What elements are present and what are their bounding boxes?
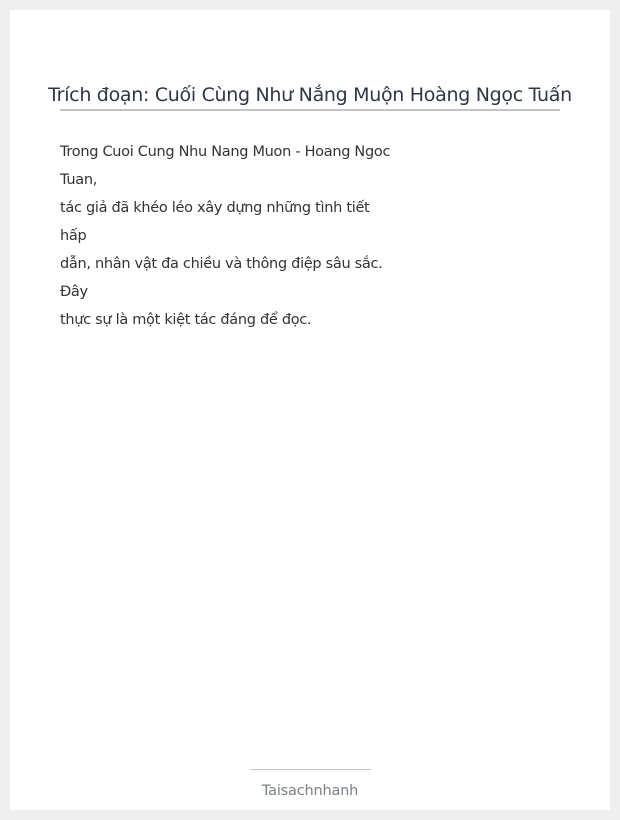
body-line: tác giả đã khéo léo xây dựng những tình tiết	[60, 200, 370, 216]
body-line: hấp	[60, 228, 87, 244]
title-divider	[60, 109, 560, 111]
footer-brand: Taisachnhanh	[261, 783, 359, 799]
body-line: dẫn, nhân vật đa chiều và thông điệp sâu sắc.	[60, 256, 383, 272]
body-line: thực sự là một kiệt tác đáng để đọc.	[60, 312, 312, 328]
document-title: Trích đoạn: Cuối Cùng Như Nắng Muộn Hoàng Ngọc Tuấn	[48, 84, 572, 106]
body-line: Trong Cuoi Cung Nhu Nang Muon - Hoang Ngoc	[60, 144, 391, 160]
body-line: Đây	[60, 284, 88, 300]
document-page	[10, 10, 610, 810]
document-body	[60, 138, 420, 334]
footer-divider	[250, 769, 371, 770]
body-line: Tuan,	[60, 172, 98, 188]
